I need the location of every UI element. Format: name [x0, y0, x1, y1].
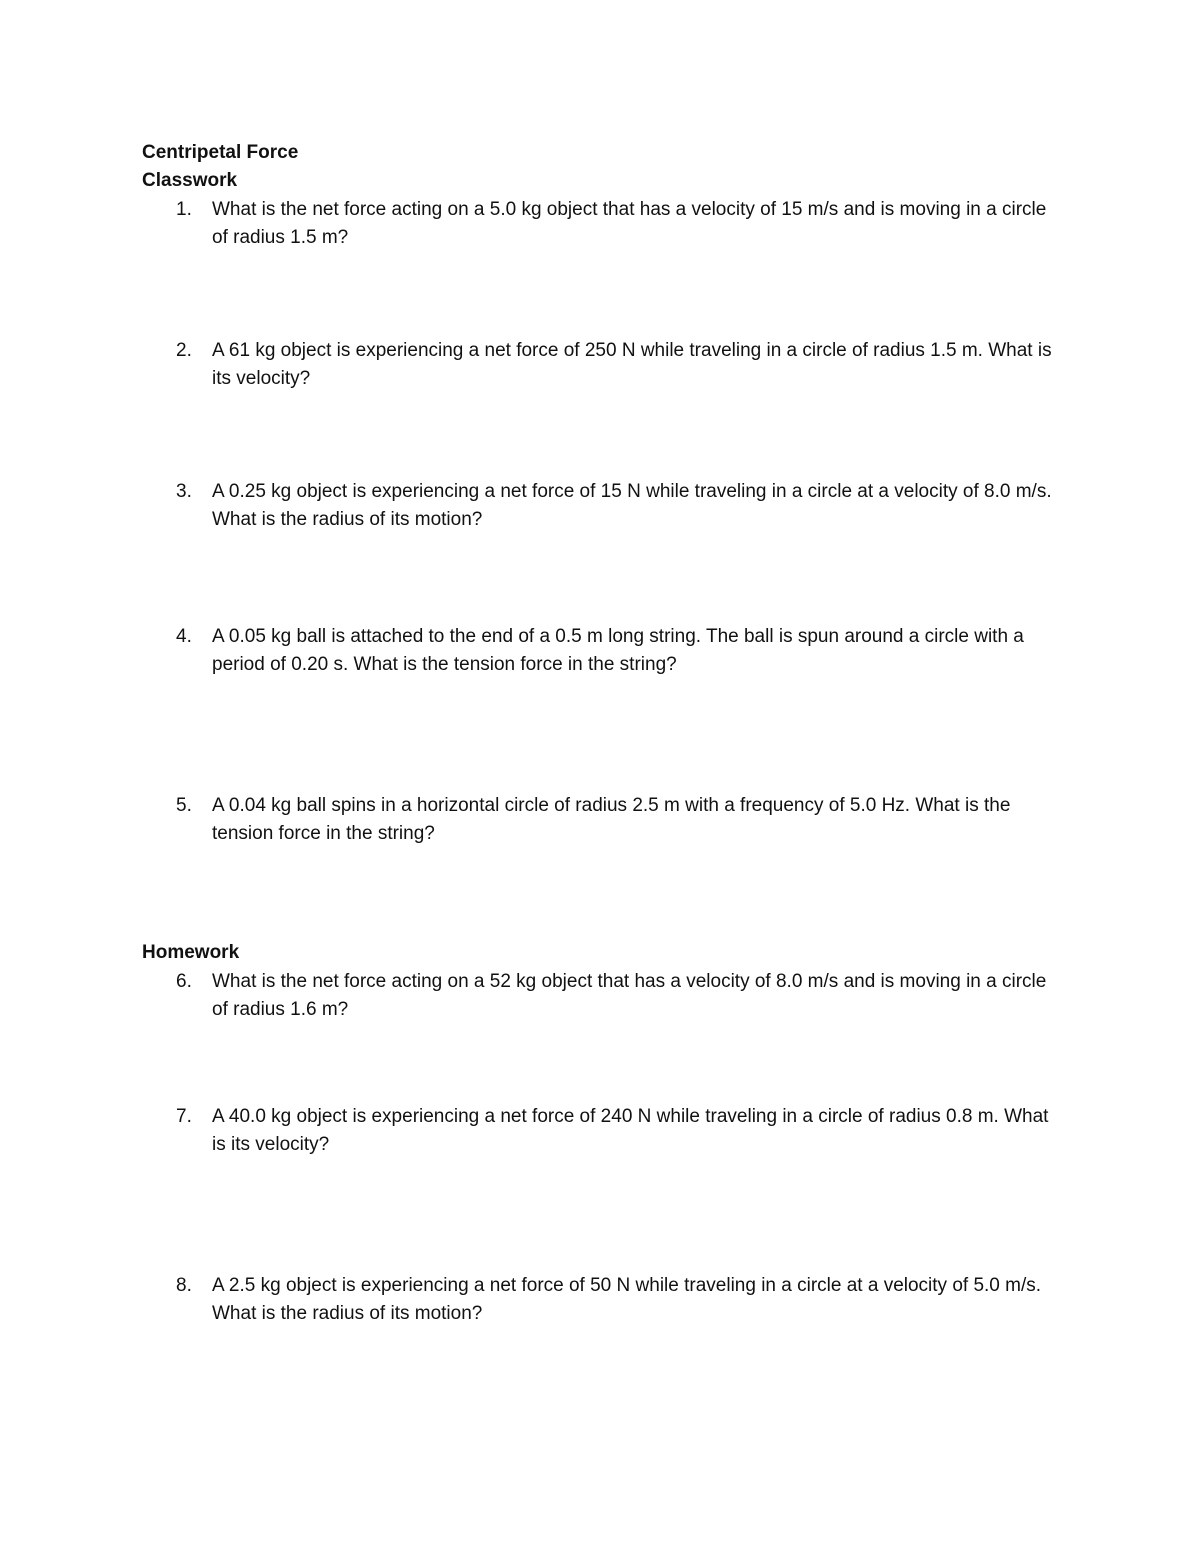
question-number: 4. — [176, 626, 192, 647]
question-number: 6. — [176, 971, 192, 992]
classwork-heading: Classwork — [142, 170, 238, 191]
question-item — [142, 623, 1062, 679]
question-text: A 0.05 kg ball is attached to the end of a 0.5 m long string. The ball is spun around a circle with a period of 0.20 s. What is the tension force in the string? — [212, 626, 1024, 675]
question-number: 3. — [176, 481, 192, 502]
question-item — [142, 792, 1062, 848]
question-text: A 0.25 kg object is experiencing a net force of 15 N while traveling in a circle at a velocity of 8.0 m/s. What is the radius of its motion? — [212, 481, 1052, 530]
question-item — [142, 196, 1062, 252]
homework-heading: Homework — [142, 942, 240, 963]
question-number: 8. — [176, 1275, 192, 1296]
question-item — [142, 1272, 1062, 1328]
question-item — [142, 968, 1062, 1024]
question-item — [142, 1103, 1062, 1159]
question-text: What is the net force acting on a 5.0 kg object that has a velocity of 15 m/s and is moving in a circle of radius 1.5 m? — [212, 199, 1047, 248]
question-text: A 2.5 kg object is experiencing a net force of 50 N while traveling in a circle at a velocity of 5.0 m/s. What is the radius of its motion? — [212, 1275, 1042, 1324]
question-text: What is the net force acting on a 52 kg object that has a velocity of 8.0 m/s and is moving in a circle of radius 1.6 m? — [212, 971, 1047, 1020]
question-number: 7. — [176, 1106, 192, 1127]
question-text: A 61 kg object is experiencing a net force of 250 N while traveling in a circle of radius 1.5 m. What is its velocity? — [212, 340, 1052, 389]
question-number: 2. — [176, 340, 192, 361]
question-text: A 40.0 kg object is experiencing a net force of 240 N while traveling in a circle of radius 0.8 m. What is its velocity? — [212, 1106, 1049, 1155]
question-text: A 0.04 kg ball spins in a horizontal circle of radius 2.5 m with a frequency of 5.0 Hz. What is the tension force in the string? — [212, 795, 1011, 844]
question-number: 1. — [176, 199, 192, 220]
question-item — [142, 478, 1062, 534]
question-item — [142, 337, 1062, 393]
question-number: 5. — [176, 795, 192, 816]
page-title: Centripetal Force — [142, 142, 299, 163]
